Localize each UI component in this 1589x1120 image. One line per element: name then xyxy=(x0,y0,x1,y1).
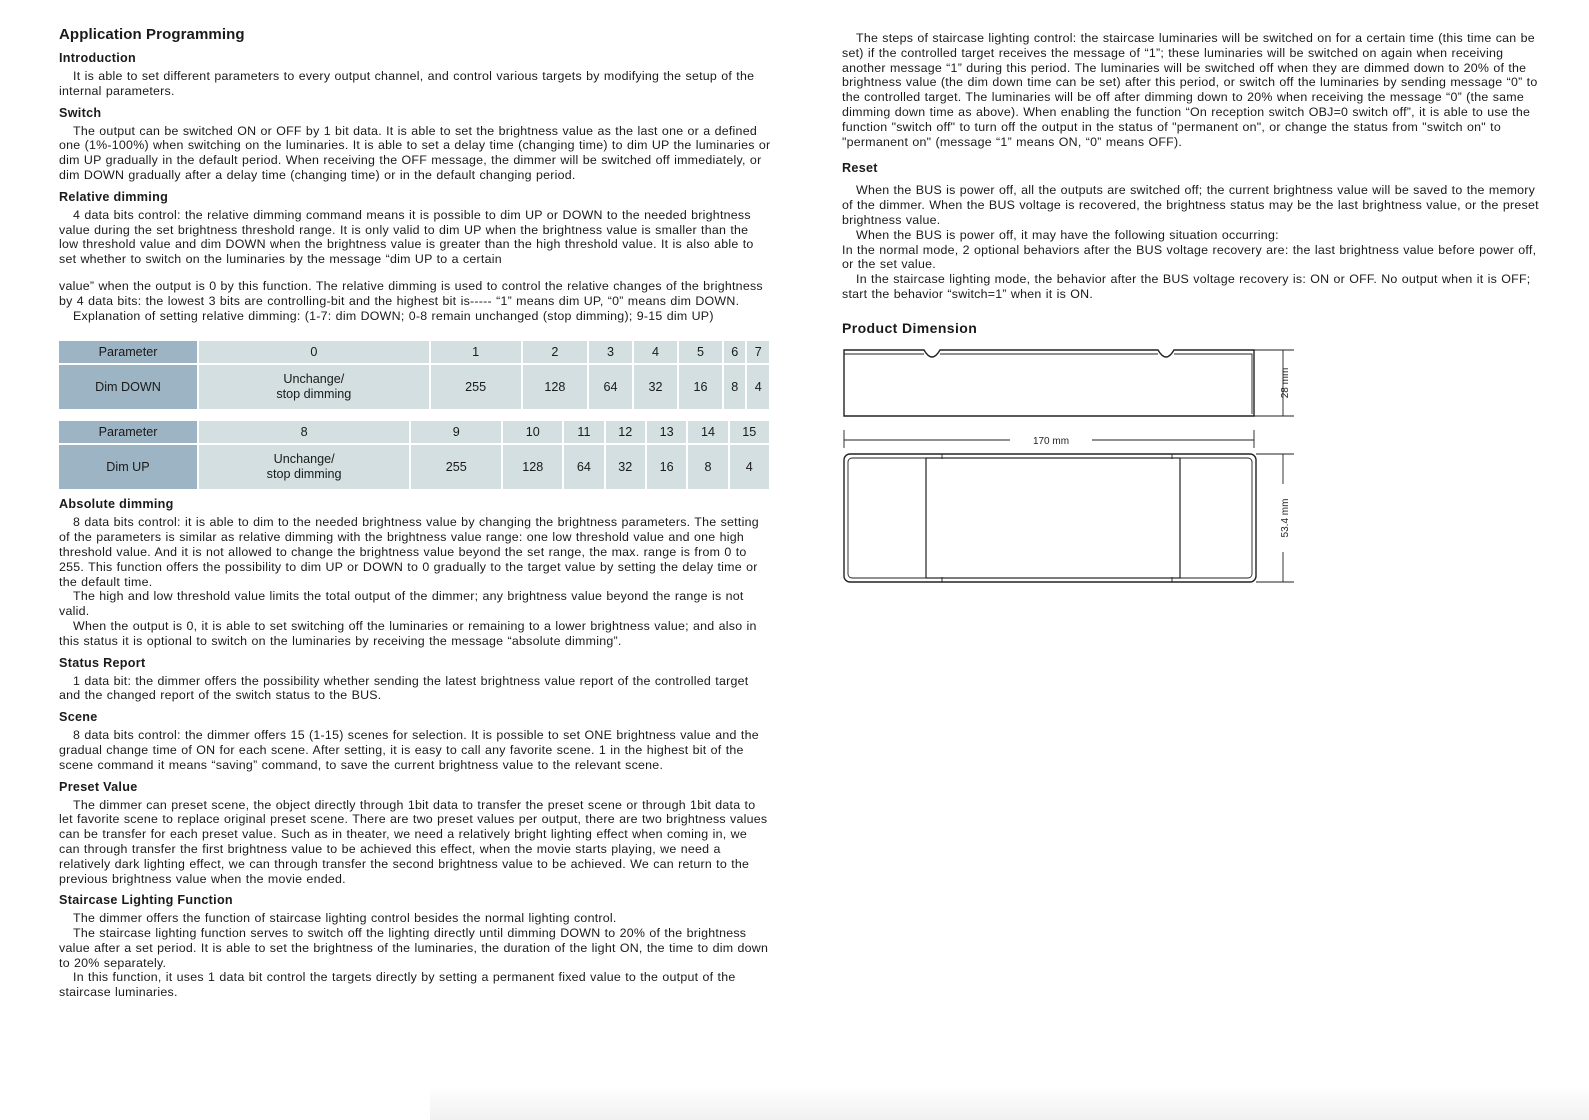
preset-value-section xyxy=(59,780,771,887)
introduction-section xyxy=(59,51,771,99)
staircase-steps-text: The steps of staircase lighting control: the staircase luminaries will be switched on for a certain time (this time can be set) if the controlled target receives the message of “1”; these luminaries will be switched on again when receiving another message “1” during this period. The luminaries will be switched off when they are dimmed down to 20% of the brightness value (the dim down time can be set) after this period, or switch off the luminaries by sending message “0” to the controlled target. The luminaries will be off after dimming down to 20% when receiving the message “0” (the same dimming down time as above). When enabling the function “On reception switch OBJ=0 switch off”, it is able to use the function "switch off" to turn off the output in the status of "permanent on", or change the status from "switch on" to "permanent on" (message “1” means ON, “0” means OFF). xyxy=(842,31,1538,149)
param-label-cell: Parameter xyxy=(59,421,197,443)
table-row xyxy=(59,341,769,363)
param-cell: 11 xyxy=(564,421,603,443)
param-cell: 12 xyxy=(606,421,645,443)
table-row xyxy=(59,445,769,489)
relative-dimming-tables xyxy=(59,339,771,491)
param-cell: 1 xyxy=(431,341,521,363)
value-cell: 4 xyxy=(730,445,769,489)
reset-heading: Reset xyxy=(842,161,878,176)
relative-dimming-explanation: Explanation of setting relative dimming: (1-7: dim DOWN; 0-8 remain unchanged (stop dimming); 9-15 dim UP) xyxy=(73,308,714,323)
value-cell: 16 xyxy=(679,365,722,409)
param-cell: 8 xyxy=(199,421,409,443)
scene-text: 8 data bits control: the dimmer offers 15 (1-15) scenes for selection. It is possible to set ONE brightness value and the gradual change time of ON for each scene. After setting, it is easy to call any favorite scene. 1 in the highest bit of the scene command it means “saving” command, to save the current brightness value to the relevant scene. xyxy=(59,728,759,772)
table-row xyxy=(59,365,769,409)
absolute-dimming-text: When the output is 0, it is able to set switching off the luminaries or remaining to a lower brightness value; and also in this status it is optional to switch on the luminaries by receiving the message “absolute dimming”. xyxy=(59,618,757,648)
row-label-cell: Dim DOWN xyxy=(59,365,197,409)
dim-up-table xyxy=(57,419,771,491)
param-cell: 6 xyxy=(724,341,746,363)
value-cell: 64 xyxy=(564,445,603,489)
switch-heading: Switch xyxy=(59,105,102,120)
staircase-section xyxy=(59,893,771,1000)
value-cell: 32 xyxy=(606,445,645,489)
left-column xyxy=(59,26,771,1007)
param-cell: 2 xyxy=(523,341,587,363)
cell-line: stop dimming xyxy=(266,467,342,482)
cell-line: stop dimming xyxy=(276,387,352,402)
value-cell: 8 xyxy=(724,365,746,409)
cell-line: Unchange/ xyxy=(273,452,335,467)
top-view-center-module xyxy=(926,458,1180,578)
section-gap xyxy=(842,302,1550,314)
row-label-cell: Dim UP xyxy=(59,445,197,489)
scene-heading: Scene xyxy=(59,710,98,725)
value-cell: 128 xyxy=(503,445,562,489)
table-row xyxy=(59,421,769,443)
switch-text: The output can be switched ON or OFF by 1 bit data. It is able to set the brightness value as the last one or a defined one (1%-100%) when switching on the luminaries. It is able to set a delay time (changing time) to dim UP the luminaries or dim UP gradually in the default period. When receiving the OFF message, the dimmer will be switched off immediately, or dim DOWN gradually after a delay time (changing time) or in the default changing period. xyxy=(59,123,771,182)
value-cell xyxy=(199,445,409,489)
relative-dimming-text-a: 4 data bits control: the relative dimming command means it is possible to dim UP or DOWN to the needed brightness value during the set brightness threshold range. It is only valid to dim UP when the brightness value is smaller than the low threshold value and dim DOWN when the brightness value is greater than the high threshold value. It is also able to set whether to switch on the luminaries by the message “dim UP to a certain xyxy=(59,207,754,267)
value-cell: 16 xyxy=(647,445,686,489)
relative-dimming-section xyxy=(59,190,771,324)
value-cell: 4 xyxy=(747,365,769,409)
param-cell: 5 xyxy=(679,341,722,363)
param-cell: 15 xyxy=(730,421,769,443)
top-view-inner-outline xyxy=(848,458,1252,578)
param-cell: 9 xyxy=(411,421,501,443)
product-dimension-heading: Product Dimension xyxy=(842,319,978,336)
right-column xyxy=(842,31,1550,601)
value-cell xyxy=(199,365,429,409)
param-label-cell: Parameter xyxy=(59,341,197,363)
value-cell: 128 xyxy=(523,365,587,409)
param-cell: 0 xyxy=(199,341,429,363)
top-view-outline xyxy=(844,454,1256,582)
value-cell: 255 xyxy=(411,445,501,489)
side-view-inner-line xyxy=(844,354,1252,414)
param-cell: 13 xyxy=(647,421,686,443)
relative-dimming-heading: Relative dimming xyxy=(59,189,169,204)
status-report-section xyxy=(59,656,771,704)
reset-text: When the BUS is power off, it may have the following situation occurring: xyxy=(856,227,1279,242)
page-edge-shadow xyxy=(430,1086,1589,1120)
preset-value-heading: Preset Value xyxy=(59,779,138,794)
absolute-dimming-section xyxy=(59,497,771,648)
absolute-dimming-text: 8 data bits control: it is able to dim to the needed brightness value by changing the brightness parameters. The setting of the parameters is similar as relative dimming with the brightness value range: one low threshold value and one high threshold value. And it is not allowed to change the brightness value beyond the set range, the max. range is from 0 to 255. This function offers the possibility to dim UP or DOWN to 0 gradually to the target value by setting the delay time or the default time. xyxy=(59,515,759,589)
scene-section xyxy=(59,710,771,772)
reset-section xyxy=(842,161,1550,301)
reset-text: When the BUS is power off, all the outputs are switched off; the current brightness value will be saved to the memory of the dimmer. When the BUS voltage is recovered, the brightness status may be the last brightness value, or the preset brightness value. xyxy=(842,183,1539,227)
value-cell: 8 xyxy=(688,445,727,489)
param-cell: 10 xyxy=(503,421,562,443)
absolute-dimming-heading: Absolute dimming xyxy=(59,497,174,512)
length-label: 170 mm xyxy=(1032,435,1070,447)
staircase-heading: Staircase Lighting Function xyxy=(59,893,233,908)
side-view-outline xyxy=(844,350,1254,416)
height-label: 28 mm xyxy=(1280,367,1291,399)
page-title: Application Programming xyxy=(59,26,245,43)
param-cell: 4 xyxy=(634,341,677,363)
status-report-heading: Status Report xyxy=(59,655,146,670)
staircase-text: The staircase lighting function serves to switch off the lighting directly until dimming DOWN to 20% of the brightness value after a set period. It is able to set the brightness of the luminaries, the duration of the light ON, the time to dim down to 20% separately. xyxy=(59,926,769,970)
value-cell: 255 xyxy=(431,365,521,409)
switch-section xyxy=(59,106,771,183)
dim-down-table xyxy=(57,339,771,411)
product-dimension-section xyxy=(842,320,1550,601)
status-report-text: 1 data bit: the dimmer offers the possibility whether sending the latest brightness value report of the controlled target and the changed report of the switch status to the BUS. xyxy=(59,673,749,703)
section-gap xyxy=(842,149,1550,161)
value-cell: 64 xyxy=(589,365,632,409)
mounting-tabs xyxy=(934,454,1172,582)
cell-line: Unchange/ xyxy=(283,372,345,387)
absolute-dimming-text: The high and low threshold value limits the total output of the dimmer; any brightness value beyond the range is not valid. xyxy=(59,589,744,619)
reset-text: In the normal mode, 2 optional behaviors after the BUS voltage recovery are: the last brightness value before power off, or the set value. xyxy=(842,242,1537,272)
introduction-text: It is able to set different parameters to every output channel, and control various targets by modifying the setup of the internal parameters. xyxy=(59,69,755,98)
staircase-text: In this function, it uses 1 data bit control the targets directly by setting a permanent fixed value to the output of the staircase luminaries. xyxy=(59,970,736,1000)
introduction-heading: Introduction xyxy=(59,51,137,65)
reset-text: In the staircase lighting mode, the behavior after the BUS voltage recovery is: ON or OFF. No output when it is OFF; start the behavior “switch=1” when it is ON. xyxy=(842,272,1531,301)
value-cell: 32 xyxy=(634,365,677,409)
param-cell: 14 xyxy=(688,421,727,443)
param-cell: 3 xyxy=(589,341,632,363)
preset-value-text: The dimmer can preset scene, the object directly through 1bit data to transfer the preset scene or through 1bit data to let favorite scene to replace original preset scene. There are two preset values per output, there are two brightness values can be transfer for each preset value. Such as in theater, we need a relatively bright lighting effect when coming in, we can through transfer the first brightness value to be achieved this effect, when the movie starts playing, we need a relatively dark lighting effect, we can through transfer the second brightness value to be achieved. We can return to the previous brightness value when the movie ended. xyxy=(59,797,768,886)
staircase-text: The dimmer offers the function of staircase lighting control besides the normal lighting control. xyxy=(73,911,617,926)
param-cell: 7 xyxy=(747,341,769,363)
width-label: 53.4 mm xyxy=(1280,498,1291,538)
relative-dimming-text-b: value” when the output is 0 by this function. The relative dimming is used to control the relative changes of the brightness by 4 data bits: the lowest 3 bits are controlling-bit and the highest bit is----- “1” means dim UP, “0” means dim DOWN. xyxy=(59,278,763,308)
column-gap xyxy=(59,267,771,279)
dimension-drawing xyxy=(842,346,1312,596)
